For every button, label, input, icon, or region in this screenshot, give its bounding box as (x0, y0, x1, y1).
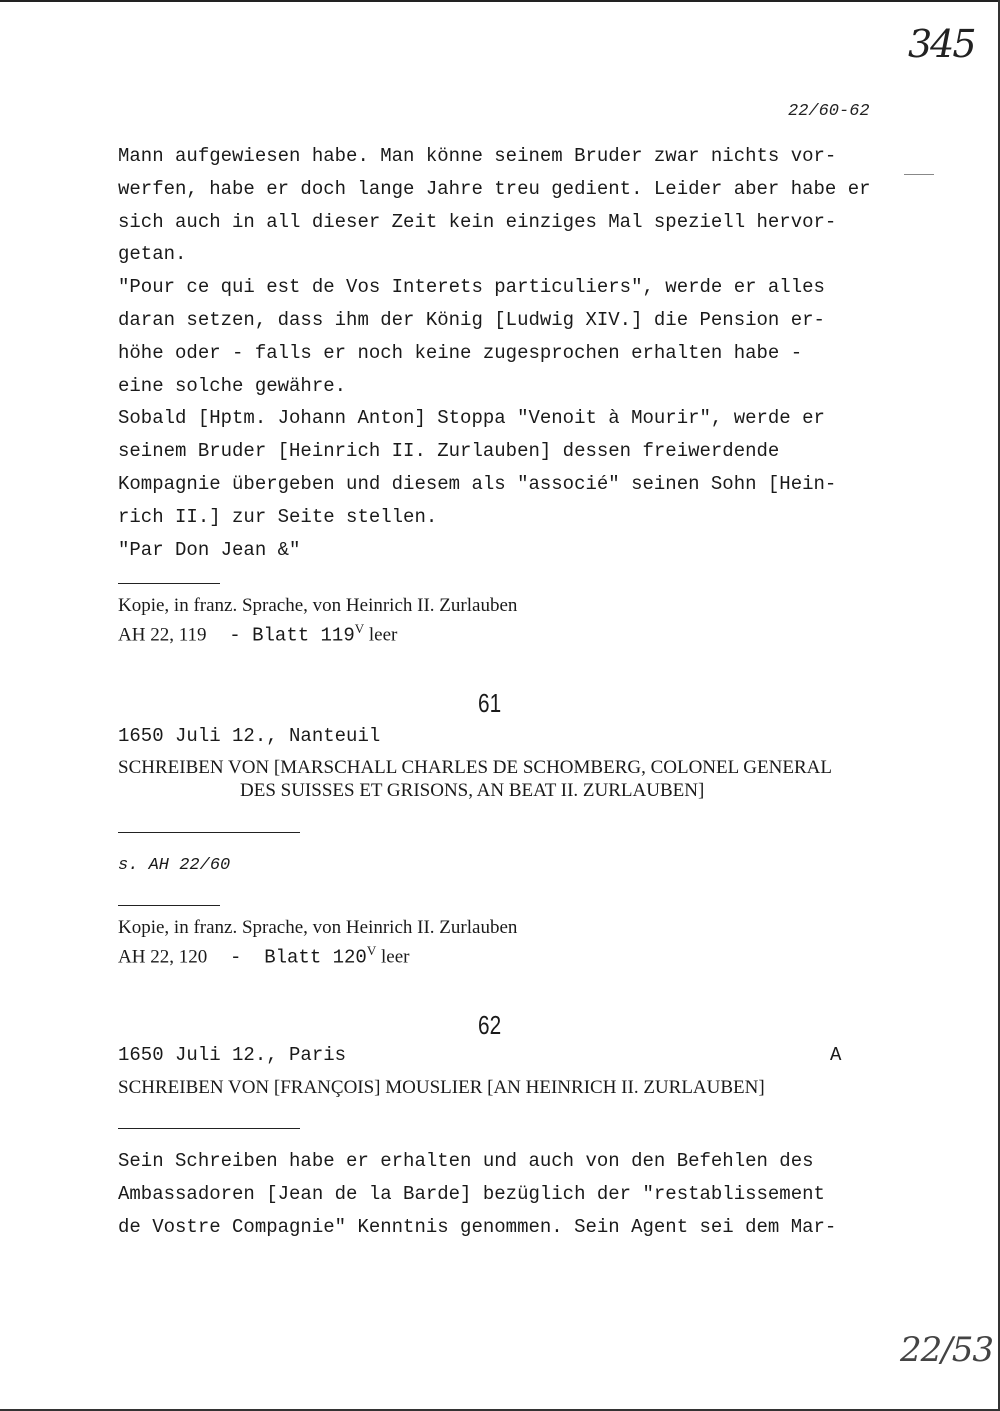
folio-ref: - Blatt 119 (206, 624, 355, 647)
text-line: eine solche gewähre. (118, 374, 347, 397)
heading-line: DES SUISSES ET GRISONS, AN BEAT II. ZURLAUBEN] (240, 780, 705, 801)
dateline-62: 1650 Juli 12., Paris (118, 1044, 347, 1066)
handwritten-page-number: 345 (908, 22, 975, 66)
folio-note: leer (376, 946, 410, 968)
source-line (118, 617, 878, 647)
source-note-61 (118, 916, 878, 969)
text-line: "Par Don Jean &" (118, 538, 301, 561)
folio-note: leer (364, 624, 398, 646)
document-number-61: 61 (478, 688, 502, 718)
margin-mark (904, 174, 934, 175)
text-line: rich II.] zur Seite stellen. (118, 505, 438, 528)
document-marker: A (830, 1044, 842, 1066)
text-line: getan. (118, 243, 187, 266)
text-line: Ambassadoren [Jean de la Barde] bezüglich der "restablissement (118, 1182, 825, 1205)
text-line: Sein Schreiben habe er erhalten und auch von den Befehlen des (118, 1150, 814, 1172)
handwritten-bottom-number: 22/53 (900, 1330, 993, 1370)
text-line: Kompagnie übergeben und diesem als "associé" seinen Sohn [Hein- (118, 472, 837, 495)
text-line: seinem Bruder [Heinrich II. Zurlauben] dessen freiwerdende (118, 440, 780, 463)
text-line: "Pour ce qui est de Vos Interets particuliers", werde er alles (118, 276, 825, 299)
text-line: Sobald [Hptm. Johann Anton] Stoppa "Venoit à Mourir", werde er (118, 407, 825, 430)
text-line: daran setzen, dass ihm der König [Ludwig XIV.] die Pension er- (118, 308, 825, 331)
see-reference-61: s. AH 22/60 (118, 856, 231, 875)
verso-mark: V (354, 621, 365, 636)
dateline-61: 1650 Juli 12., Nanteuil (118, 725, 381, 747)
text-line: werfen, habe er doch lange Jahre treu gedient. Leider aber habe er (118, 177, 871, 200)
document-number-62: 62 (478, 1010, 502, 1040)
page-border-top (0, 0, 1000, 2)
heading-62 (118, 1076, 898, 1099)
section-rule (118, 1128, 300, 1129)
text-line: de Vostre Compagnie" Kenntnis genommen. Sein Agent sei dem Mar- (118, 1215, 837, 1238)
continuation-paragraph (118, 140, 878, 566)
archive-ref: AH 22, 119 (118, 624, 207, 646)
text-line: sich auch in all dieser Zeit kein einziges Mal speziell hervor- (118, 210, 837, 233)
text-line: höhe oder - falls er noch keine zugesprochen erhalten habe - (118, 341, 803, 364)
section-rule (118, 905, 220, 906)
heading-line: SCHREIBEN VON [FRANÇOIS] MOUSLIER [AN HEINRICH II. ZURLAUBEN] (118, 1077, 765, 1098)
source-line: Kopie, in franz. Sprache, von Heinrich II. Zurlauben (118, 917, 518, 938)
section-rule (118, 583, 220, 584)
source-line (118, 939, 878, 969)
verso-mark: V (366, 943, 377, 958)
source-note-60 (118, 594, 878, 647)
archive-ref: AH 22, 120 (118, 946, 208, 968)
reference-code: 22/60-62 (788, 102, 870, 121)
text-line: Mann aufgewiesen habe. Man könne seinem Bruder zwar nichts vor- (118, 145, 837, 167)
heading-61 (118, 756, 898, 802)
source-line: Kopie, in franz. Sprache, von Heinrich II. Zurlauben (118, 595, 518, 616)
folio-ref: - Blatt 120 (207, 946, 367, 969)
body-paragraph-62 (118, 1145, 878, 1243)
section-rule (118, 832, 300, 833)
heading-line: SCHREIBEN VON [MARSCHALL CHARLES DE SCHOMBERG, COLONEL GENERAL (118, 757, 832, 778)
